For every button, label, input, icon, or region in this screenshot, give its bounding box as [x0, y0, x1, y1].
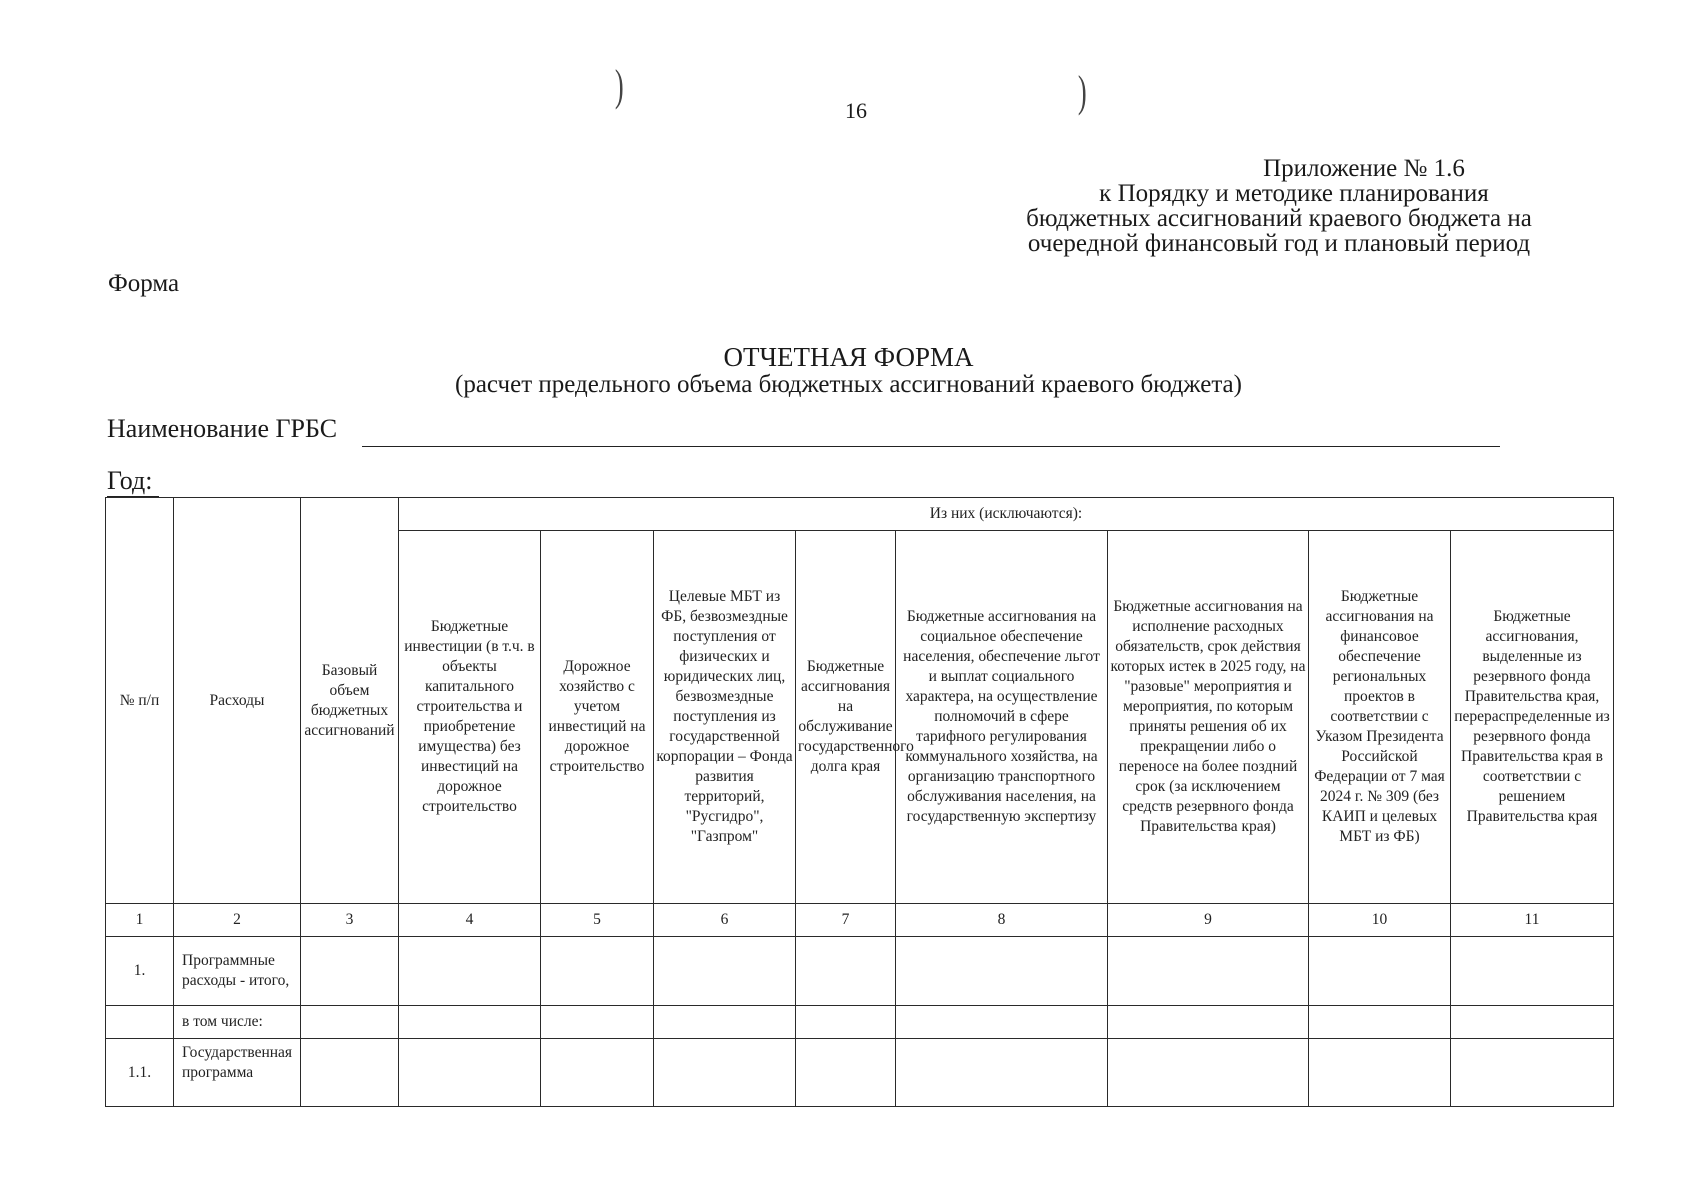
column-number: 7 [796, 904, 896, 937]
appendix-ref-line: к Порядку и методике планирования [1099, 180, 1489, 207]
table-cell[interactable] [541, 1006, 654, 1039]
column-number: 6 [654, 904, 796, 937]
header-col-7: Бюджетные ассигнования на обслуживание государственного долга края [796, 531, 896, 904]
report-table [105, 497, 1614, 1107]
form-label: Форма [108, 270, 180, 297]
appendix-header [929, 156, 1629, 256]
header-col-11: Бюджетные ассигнования, выделенные из резервного фонда Правительства края, перераспределенные из резервного фонда Правительства края в соответствии с решением Правительства края [1451, 531, 1614, 904]
grbs-name-field[interactable] [362, 446, 1500, 447]
table-cell[interactable] [896, 937, 1108, 1006]
table-cell[interactable] [1451, 1006, 1614, 1039]
document-subtitle: (расчет предельного объема бюджетных ассигнований краевого бюджета) [455, 371, 1242, 398]
table-cell[interactable] [796, 1006, 896, 1039]
header-col-2: Расходы [174, 498, 301, 904]
table-cell[interactable] [1309, 1039, 1451, 1107]
table-cell[interactable] [896, 1039, 1108, 1107]
column-number: 10 [1309, 904, 1451, 937]
table-cell[interactable] [399, 1039, 541, 1107]
document-title-block [0, 343, 1697, 399]
row-label: Государственная программа [174, 1039, 301, 1107]
table-cell[interactable] [301, 1006, 399, 1039]
table-cell[interactable] [796, 1039, 896, 1107]
table-row [106, 937, 1614, 1006]
column-number: 9 [1108, 904, 1309, 937]
table-cell[interactable] [1108, 937, 1309, 1006]
table-cell[interactable] [796, 937, 896, 1006]
header-col-8: Бюджетные ассигнования на социальное обеспечение населения, обеспечение льгот и выплат социального характера, на осуществление полномочий в сфере тарифного регулирования коммунального хозяйства, на организацию транспортного обслуживания населения, на государственную экспертизу [896, 531, 1108, 904]
column-number: 11 [1451, 904, 1614, 937]
table-row [106, 1039, 1614, 1107]
column-number-row [106, 904, 1614, 937]
column-number: 5 [541, 904, 654, 937]
table-cell[interactable] [301, 937, 399, 1006]
row-number [106, 1006, 174, 1039]
table-cell[interactable] [654, 937, 796, 1006]
header-group-excluded: Из них (исключаются): [399, 498, 1614, 531]
header-col-5: Дорожное хозяйство с учетом инвестиций на дорожное строительство [541, 531, 654, 904]
column-number: 2 [174, 904, 301, 937]
row-number: 1. [106, 937, 174, 1006]
appendix-number: Приложение № 1.6 [1263, 155, 1465, 182]
header-col-9: Бюджетные ассигнования на исполнение расходных обязательств, срок действия которых истек в 2025 году, на "разовые" мероприятия и мероприятия, по которым приняты решения об их прекращении либо о переносе на более поздний срок (за исключением средств резервного фонда Правительства края) [1108, 531, 1309, 904]
row-label: в том числе: [174, 1006, 301, 1039]
appendix-ref-line: бюджетных ассигнований краевого бюджета на [1026, 205, 1532, 232]
year-label: Год: [107, 466, 153, 495]
table-cell[interactable] [541, 1039, 654, 1107]
header-col-10: Бюджетные ассигнования на финансовое обеспечение региональных проектов в соответствии с Указом Президента Российской Федерации от 7 мая 2024 г. № 309 (без КАИП и целевых МБТ из ФБ) [1309, 531, 1451, 904]
column-number: 1 [106, 904, 174, 937]
table-cell[interactable] [541, 937, 654, 1006]
row-label: Программные расходы - итого, [174, 937, 301, 1006]
table-cell[interactable] [1108, 1006, 1309, 1039]
table-cell[interactable] [896, 1006, 1108, 1039]
table-cell[interactable] [399, 1006, 541, 1039]
column-number: 8 [896, 904, 1108, 937]
table-cell[interactable] [654, 1006, 796, 1039]
column-number: 4 [399, 904, 541, 937]
table-cell[interactable] [1108, 1039, 1309, 1107]
table-cell[interactable] [1451, 1039, 1614, 1107]
header-col-1: № п/п [106, 498, 174, 904]
punch-mark-left: ) [614, 61, 624, 110]
appendix-ref-line: очередной финансовый год и плановый период [1027, 230, 1531, 257]
header-col-3: Базовый объем бюджетных ассигнований [301, 498, 399, 904]
row-number: 1.1. [106, 1039, 174, 1107]
header-col-6: Целевые МБТ из ФБ, безвозмездные поступления от физических и юридических лиц, безвозмездные поступления из государственной корпорации – Фонда развития территорий, "Русгидро", "Газпром" [654, 531, 796, 904]
table-cell[interactable] [654, 1039, 796, 1107]
page-number: 16 [845, 98, 867, 123]
column-number: 3 [301, 904, 399, 937]
table-cell[interactable] [1451, 937, 1614, 1006]
table-cell[interactable] [399, 937, 541, 1006]
grbs-name-label: Наименование ГРБС [107, 414, 338, 443]
document-title: ОТЧЕТНАЯ ФОРМА [723, 342, 974, 372]
table-cell[interactable] [1309, 1006, 1451, 1039]
punch-mark-right: ) [1077, 67, 1087, 116]
header-col-4: Бюджетные инвестиции (в т.ч. в объекты капитального строительства и приобретение имущества) без инвестиций на дорожное строительство [399, 531, 541, 904]
table-row [106, 1006, 1614, 1039]
table-cell[interactable] [1309, 937, 1451, 1006]
table-cell[interactable] [301, 1039, 399, 1107]
